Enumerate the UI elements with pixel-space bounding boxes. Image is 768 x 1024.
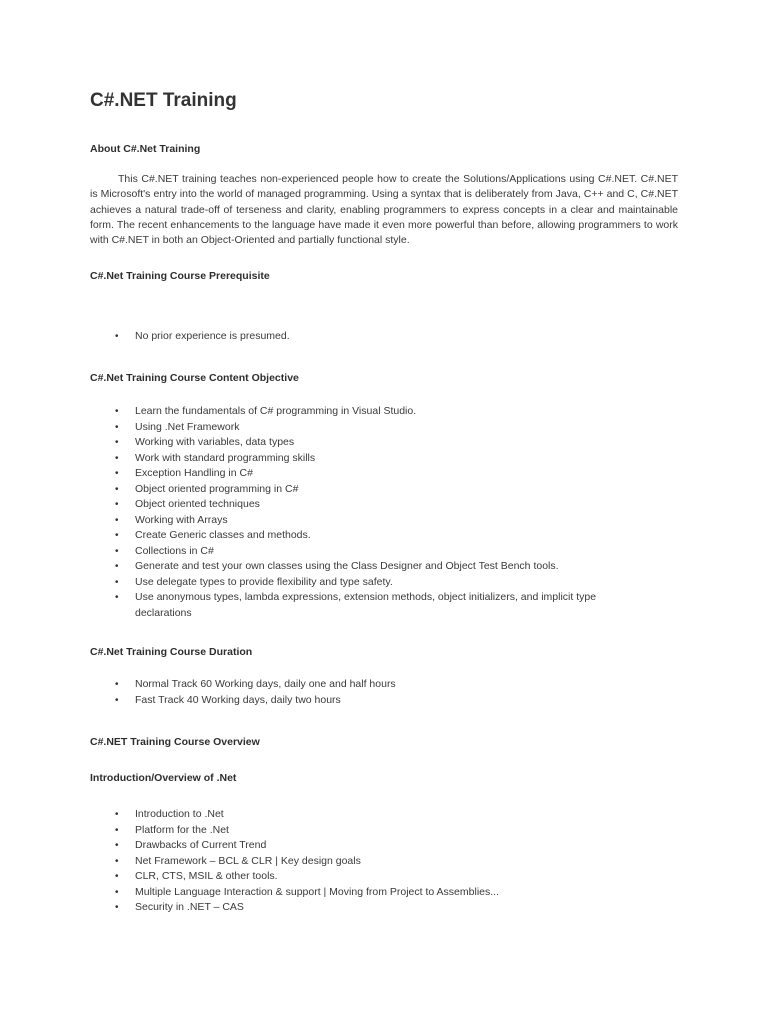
prerequisite-heading: C#.Net Training Course Prerequisite — [90, 270, 270, 282]
list-item-text: Introduction to .Net — [135, 808, 224, 820]
bullet-icon: • — [115, 499, 119, 510]
list-item-text: No prior experience is presumed. — [135, 330, 290, 342]
bullet-icon: • — [115, 809, 119, 820]
list-item — [90, 869, 650, 885]
duration-list — [90, 677, 650, 708]
list-item-text: CLR, CTS, MSIL & other tools. — [135, 870, 278, 882]
list-item — [90, 854, 650, 870]
bullet-icon: • — [115, 840, 119, 851]
list-item — [90, 466, 650, 482]
bullet-icon: • — [115, 437, 119, 448]
list-item-text: Collections in C# — [135, 544, 214, 557]
list-item-text: Multiple Language Interaction & support | Moving from Project to Assemblies... — [135, 885, 499, 898]
list-item — [90, 590, 650, 621]
list-item-text: Exception Handling in C# — [135, 467, 253, 479]
list-item — [90, 900, 650, 916]
list-item — [90, 693, 650, 709]
list-item — [90, 575, 650, 591]
list-item-text: Using .Net Framework — [135, 420, 240, 433]
list-item — [90, 838, 650, 854]
document-title: C#.NET Training — [90, 90, 237, 111]
bullet-icon: • — [115, 679, 119, 690]
list-item — [90, 544, 650, 560]
bullet-icon: • — [115, 886, 119, 898]
list-item — [90, 559, 650, 575]
list-item-text: Fast Track 40 Working days, daily two hours — [135, 693, 341, 706]
bullet-icon: • — [115, 855, 119, 867]
list-item-text: Use delegate types to provide flexibility and type safety. — [135, 575, 393, 588]
intro-heading: Introduction/Overview of .Net — [90, 772, 237, 784]
bullet-icon: • — [115, 483, 119, 495]
bullet-icon: • — [115, 468, 119, 479]
list-item — [90, 885, 650, 901]
list-item — [90, 528, 650, 544]
list-item-text: Platform for the .Net — [135, 823, 229, 836]
bullet-icon: • — [115, 576, 119, 588]
bullet-icon: • — [115, 592, 119, 603]
list-item-text: Work with standard programming skills — [135, 451, 316, 464]
list-item — [90, 451, 650, 467]
list-item — [90, 435, 650, 451]
bullet-icon: • — [115, 545, 119, 557]
list-item-text: Working with variables, data types — [135, 436, 295, 448]
list-item-text: Object oriented programming in C# — [135, 482, 299, 495]
list-item-text: Security in .NET – CAS — [135, 901, 244, 913]
list-item — [90, 404, 650, 420]
duration-heading: C#.Net Training Course Duration — [90, 646, 253, 658]
bullet-icon: • — [115, 902, 119, 913]
bullet-icon: • — [115, 694, 119, 706]
list-item-text: Drawbacks of Current Trend — [135, 839, 267, 851]
list-item — [90, 513, 650, 529]
list-item-text: Normal Track 60 Working days, daily one and half hours — [135, 678, 396, 690]
objective-list — [90, 404, 650, 621]
bullet-icon: • — [115, 824, 119, 836]
bullet-icon: • — [115, 452, 119, 464]
list-item — [90, 807, 650, 823]
list-item — [90, 420, 650, 436]
list-item — [90, 677, 650, 693]
about-paragraph: This C#.NET training teaches non-experienced people how to create the Solutions/Applications using C#.NET. C#.NET is Microsoft's entry into the world of managed programming. Using a syntax that is deliberately from Java, C++ and C, C#.NET achieves a natural trade-off of terseness and clarity, enabling programmers to express concepts in a clear and maintainable form. The recent enhancements to the language have made it even more powerful than before, allowing programmers to work with C#.NET in both an Object-Oriented and partially functional style. — [90, 173, 678, 247]
list-item — [90, 329, 650, 345]
bullet-icon: • — [115, 406, 119, 417]
list-item-text: Generate and test your own classes using the Class Designer and Object Test Bench tools. — [135, 560, 559, 572]
intro-list — [90, 807, 650, 916]
bullet-icon: • — [115, 421, 119, 433]
bullet-icon: • — [115, 871, 119, 882]
overview-heading: C#.NET Training Course Overview — [90, 736, 260, 748]
list-item — [90, 497, 650, 513]
list-item-text: Object oriented techniques — [135, 498, 260, 510]
about-heading: About C#.Net Training — [90, 143, 201, 155]
list-item-text: Create Generic classes and methods. — [135, 529, 311, 541]
objective-heading: C#.Net Training Course Content Objective — [90, 372, 299, 384]
bullet-icon: • — [115, 331, 119, 342]
list-item-text: Use anonymous types, lambda expressions, extension methods, object initializers, and implicit type declarations — [135, 591, 597, 619]
bullet-icon: • — [115, 514, 119, 526]
list-item — [90, 823, 650, 839]
bullet-icon: • — [115, 530, 119, 541]
list-item-text: Learn the fundamentals of C# programming in Visual Studio. — [135, 405, 417, 417]
prerequisite-list — [90, 329, 650, 345]
list-item-text: Net Framework – BCL & CLR | Key design goals — [135, 854, 361, 867]
bullet-icon: • — [115, 561, 119, 572]
list-item — [90, 482, 650, 498]
list-item-text: Working with Arrays — [135, 513, 228, 526]
